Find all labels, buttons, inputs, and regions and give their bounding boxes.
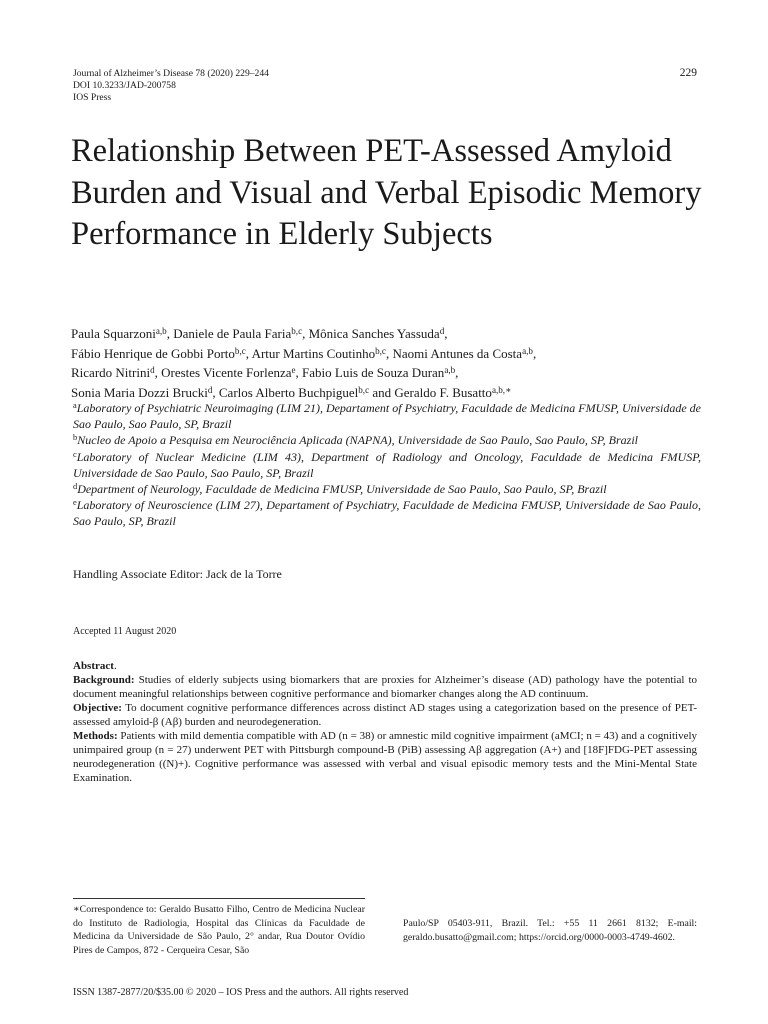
journal-citation: Journal of Alzheimer’s Disease 78 (2020) 229–244 (73, 68, 269, 79)
journal-doi: DOI 10.3233/JAD-200758 (73, 80, 176, 91)
abstract-methods: Methods: Patients with mild dementia compatible with AD (n = 38) or amnestic mild cognitive impairment (aMCI; n = 43) and a cognitively unimpaired group (n = 27) underwent PET with Pittsburgh compound-B (PiB) assessing Aβ aggregation (A+) and [18F]FDG-PET assessing neurodegeneration ((N)+). Cognitive performance was assessed with verbal and visual episodic memory tests and the Mini-Mental State Examination. (73, 730, 698, 784)
correspondence-footnote: ∗Correspondence to: Geraldo Busatto Filho, Centro de Medicina Nuclear do Instituto de Radiologia, Hospital das Clínicas da Faculdade de Medicina da Universidade de São Paulo, 2° andar, Rua Doutor Ovídio Pires de Campos, 872 - Cerqueira Cesar, São (73, 904, 365, 956)
affiliation-list (73, 400, 701, 530)
author: Geraldo F. Busatto$^{a,b,∗}$ (394, 384, 512, 400)
author: Artur Martins Coutinho$^{b,c}$, (251, 345, 393, 361)
author-list (71, 324, 711, 402)
author: Carlos Alberto Buchpiguel$^{b,c}$ and (218, 384, 395, 400)
footnote-rule (73, 898, 365, 899)
accepted-date: Accepted 11 August 2020 (73, 626, 177, 637)
author: Daniele de Paula Faria$^{b,c}$, (173, 325, 309, 341)
author: Naomi Antunes da Costa$^{a,b}$, (392, 345, 537, 361)
page-number: 229 (679, 67, 697, 79)
journal-publisher: IOS Press (73, 92, 112, 103)
author: Mônica Sanches Yassuda$^d$, (308, 325, 448, 341)
issn-copyright: ISSN 1387-2877/20/$35.00 © 2020 – IOS Press and the authors. All rights reserved (73, 987, 409, 998)
journal-info (73, 68, 269, 104)
author: Fabio Luis de Souza Duran$^{a,b}$, (302, 364, 459, 380)
affiliation: $^b$Nucleo de Apoio a Pesquisa em Neurociência Aplicada (NAPNA), Universidade de Sao Paulo, Sao Paulo, SP, Brazil (73, 433, 638, 448)
article-title: Relationship Between PET-Assessed Amyloid Burden and Visual and Verbal Episodic Memory Performance in Elderly Subjects (71, 133, 702, 252)
author: Paula Squarzoni$^{a,b}$, (71, 325, 174, 341)
handling-editor: Handling Associate Editor: Jack de la Torre (73, 567, 282, 581)
abstract-objective: Objective: To document cognitive performance differences across distinct AD stages using a categorization based on the presence of PET-assessed amyloid-β (Aβ) burden and neurodegeneration. (73, 702, 697, 728)
author: Ricardo Nitrini$^d$, (71, 364, 162, 380)
affiliation: $^d$Department of Neurology, Faculdade de Medicina FMUSP, Universidade de Sao Paulo, Sao Paulo, SP, Brazil (73, 482, 607, 497)
affiliation: $^c$Laboratory of Nuclear Medicine (LIM 43), Department of Radiology and Oncology, Faculdade de Medicina FMUSP, Universidade de Sao Paulo, Sao Paulo, SP, Brazil (73, 449, 701, 480)
author: Orestes Vicente Forlenza$^e$, (161, 364, 303, 380)
abstract (73, 659, 697, 785)
affiliation: $^e$Laboratory of Neuroscience (LIM 27), Departament of Psychiatry, Faculdade de Medicina FMUSP, Universidade de Sao Paulo, Sao Paulo, SP, Brazil (73, 498, 701, 529)
affiliation: $^a$Laboratory of Psychiatric Neuroimaging (LIM 21), Departament of Psychiatry, Faculdade de Medicina FMUSP, Universidade de Sao Paulo, Sao Paulo, SP, Brazil (73, 401, 701, 432)
author: Sonia Maria Dozzi Brucki$^d$, (71, 384, 219, 400)
abstract-background: Background: Studies of elderly subjects using biomarkers that are proxies for Alzheimer’s disease (AD) pathology have the potential to document meaningful relationships between cognitive performance and biomarker changes along the AD continuum. (73, 674, 697, 700)
correspondence-footnote-continued: Paulo/SP 05403-911, Brazil. Tel.: +55 11 2661 8132; E-mail: geraldo.busatto@gmail.com; https://orcid.org/0000-0003-4749-4602. (403, 918, 697, 943)
abstract-heading: Abstract. (73, 660, 117, 672)
author: Fábio Henrique de Gobbi Porto$^{b,c}$, (71, 345, 252, 361)
